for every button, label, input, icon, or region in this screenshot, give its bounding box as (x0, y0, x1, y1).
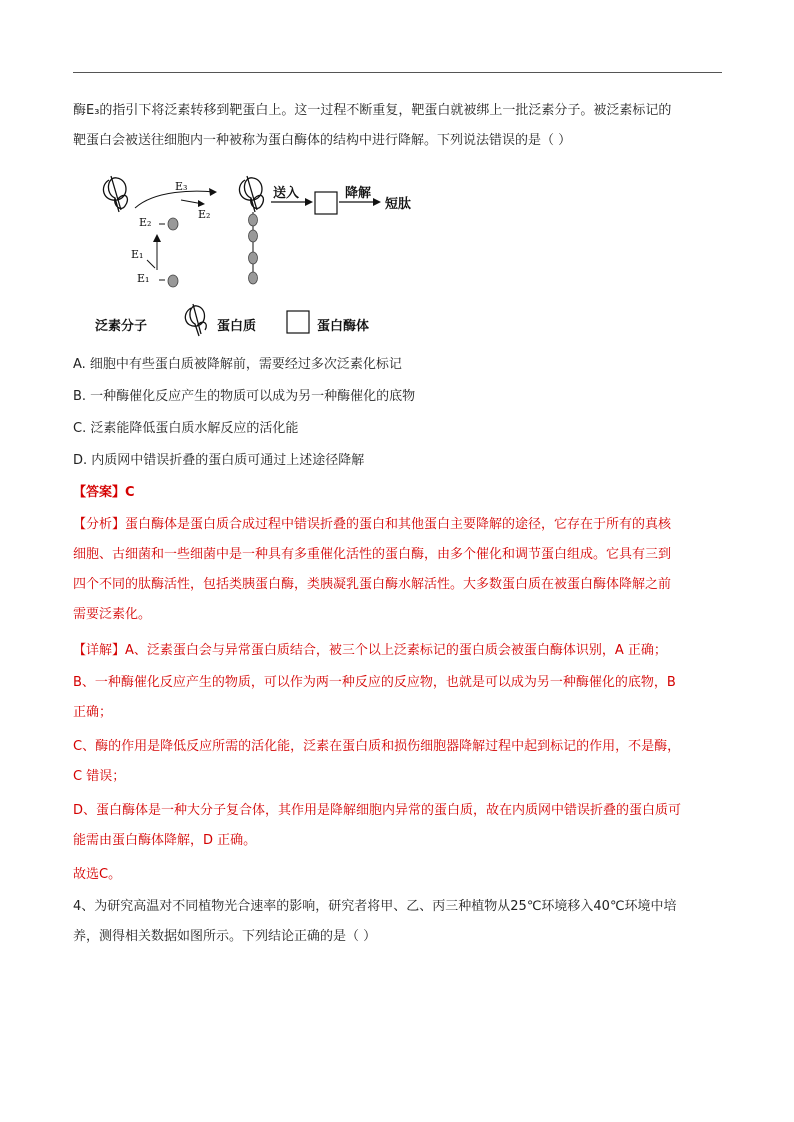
detail-line-1: 【详解】A、泛素蛋白会与异常蛋白质结合，被三个以上泛素标记的蛋白质会被蛋白酶体识别，A 正确； (73, 643, 667, 658)
ubiquitin-on-e1 (168, 275, 178, 287)
e3-arrow (135, 191, 215, 208)
label-short-peptide: 短肽 (385, 197, 412, 212)
detail-line-4: C、酶的作用是降低反应所需的活化能，泛素在蛋白质和损伤细胞器降解过程中起到标记的作用，不是酶， (73, 739, 681, 754)
conclusion: 故选C。 (73, 867, 122, 882)
q4-line-1: 4、为研究高温对不同植物光合速率的影响，研究者将甲、乙、丙三种植物从25℃环境移入40℃环境中培 (73, 899, 677, 914)
legend-ubiquitin-label: 泛素分子 (95, 319, 148, 334)
label-e3: E₃ (175, 180, 188, 193)
option-d: D. 内质网中错误折叠的蛋白质可通过上述途径降解 (73, 453, 365, 468)
detail-line-5: C 错误； (73, 769, 126, 784)
intro-line-2: 靶蛋白会被送往细胞内一种被称为蛋白酶体的结构中进行降解。下列说法错误的是（ ） (73, 133, 572, 148)
protein-left-icon (103, 176, 127, 212)
detail-line-2: B、一种酶催化反应产生的物质，可以作为两一种反应的反应物，也就是可以成为另一种酶催化的底物，B (73, 675, 676, 690)
answer: 【答案】C (73, 485, 135, 500)
option-a: A. 细胞中有些蛋白质被降解前，需要经过多次泛素化标记 (73, 357, 402, 372)
label-e2-left: E₂ (139, 216, 152, 229)
option-b: B. 一种酶催化反应产生的物质可以成为另一种酶催化的底物 (73, 389, 416, 404)
detail-line-6: D、蛋白酶体是一种大分子复合体，其作用是降解细胞内异常的蛋白质，故在内质网中错误折叠的蛋白质可 (73, 803, 682, 818)
legend-proteasome-icon (287, 311, 309, 333)
label-degrade: 降解 (345, 186, 372, 201)
q4-line-2: 养，测得相关数据如图所示。下列结论正确的是（ ） (73, 929, 377, 944)
analysis-line-4: 需要泛素化。 (73, 607, 152, 622)
legend-protein-label: 蛋白质 (217, 319, 257, 334)
detail-line-7: 能需由蛋白酶体降解，D 正确。 (73, 833, 257, 848)
protein-right-icon (239, 176, 263, 212)
header-rule (73, 72, 722, 73)
analysis-line-3: 四个不同的肽酶活性，包括类胰蛋白酶，类胰凝乳蛋白酶水解活性。大多数蛋白质在被蛋白酶体降解之前 (73, 577, 672, 592)
legend-proteasome-label: 蛋白酶体 (317, 319, 370, 334)
detail-line-3: 正确； (73, 705, 113, 720)
label-e1-bottom: E₁ (137, 272, 150, 285)
legend-protein-icon (185, 304, 206, 336)
label-send-in: 送入 (273, 186, 300, 201)
analysis-line-2: 细胞、古细菌和一些细菌中是一种具有多重催化活性的蛋白酶，由多个催化和调节蛋白组成。它具有三到 (73, 547, 672, 562)
ubiquitination-diagram (95, 168, 425, 348)
intro-line-1: 酶E₃的指引下将泛素转移到靶蛋白上。这一过程不断重复，靶蛋白就被绑上一批泛素分子。被泛素标记的 (73, 103, 672, 118)
label-e1-mid: E₁ (131, 248, 144, 261)
proteasome-box (315, 192, 337, 214)
ubiquitin-on-e2 (168, 218, 178, 230)
label-e2-right: E₂ (198, 208, 211, 221)
analysis-line-1: 【分析】蛋白酶体是蛋白质合成过程中错误折叠的蛋白和其他蛋白主要降解的途径，它存在于所有的真核 (73, 517, 672, 532)
option-c: C. 泛素能降低蛋白质水解反应的活化能 (73, 421, 299, 436)
